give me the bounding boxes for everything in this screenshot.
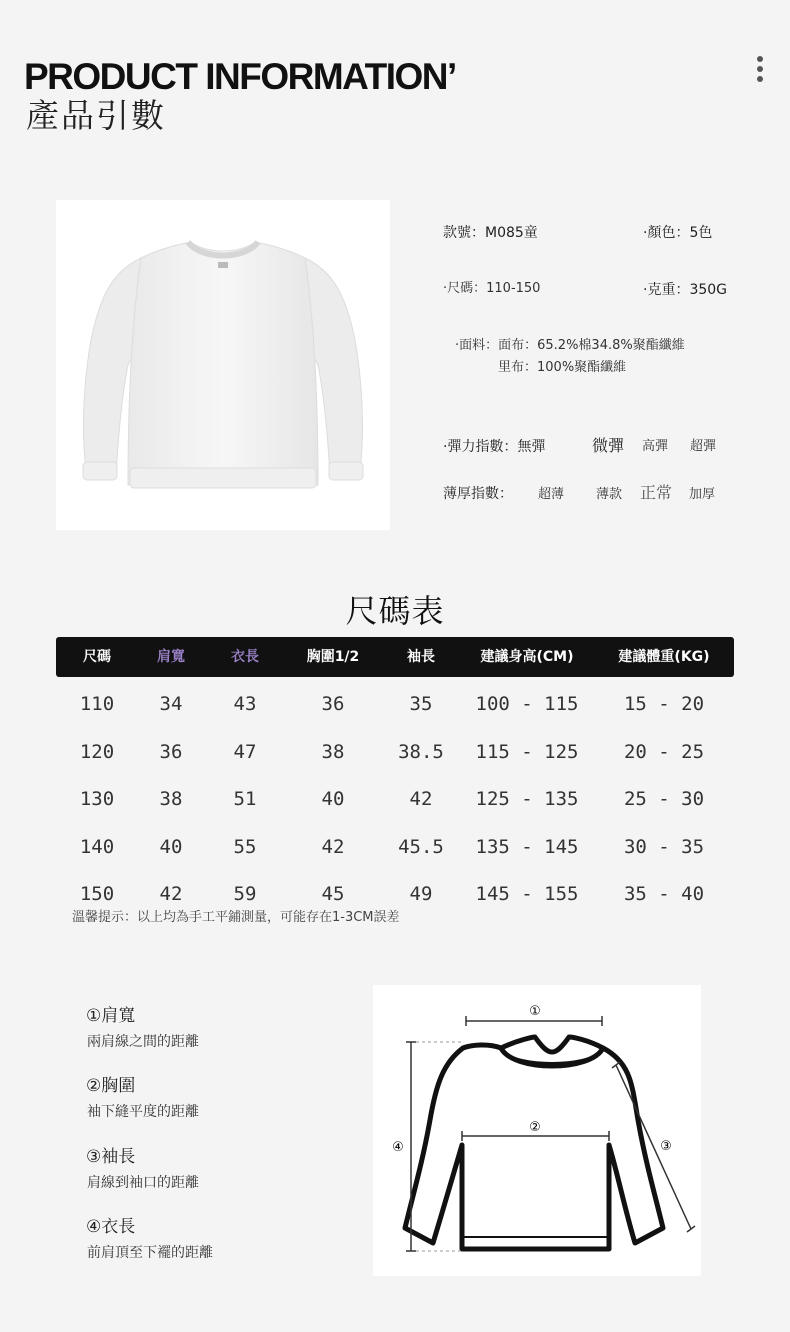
table-cell-chest: 38 <box>321 740 345 763</box>
table-cell-height: 145 - 155 <box>475 883 579 905</box>
table-cell-sleeve: 38.5 <box>398 740 444 763</box>
table-cell-height: 125 - 135 <box>475 788 579 810</box>
thickness-option-thin: 薄款 <box>596 487 623 502</box>
elasticity-option-super: 超彈 <box>690 439 717 454</box>
more-vertical-icon[interactable] <box>753 56 767 86</box>
model-number: 款號：M085童 <box>443 225 538 241</box>
table-cell-shoulder: 38 <box>159 788 183 810</box>
marker-sleeve: ③ <box>660 1139 672 1154</box>
size-chart-heading: 尺碼表 <box>345 592 445 630</box>
sweatshirt-image <box>56 200 390 530</box>
thickness-option-normal: 正常 <box>640 483 673 502</box>
table-row <box>56 777 734 825</box>
table-cell-weight: 30 - 35 <box>623 835 705 858</box>
table-cell-shoulder: 36 <box>159 740 183 763</box>
fabric-weight: ·克重：350G <box>643 282 728 298</box>
color-count: ·顏色：5色 <box>643 225 713 241</box>
legend-length-desc: 前肩頂至下襬的距離 <box>87 1245 213 1261</box>
table-cell-length: 43 <box>233 693 257 715</box>
measurement-diagram-card <box>373 985 701 1276</box>
product-image-card <box>56 200 390 530</box>
table-row <box>56 730 734 778</box>
table-cell-length: 59 <box>233 883 257 905</box>
legend-sleeve-desc: 肩線到袖口的距離 <box>87 1175 199 1191</box>
column-header-weight: 建議體重(KG) <box>618 649 710 665</box>
legend-chest-title: ②胸圍 <box>86 1076 136 1096</box>
table-cell-size: 130 <box>79 788 115 810</box>
fabric-outer: ·面料：面布：65.2%棉34.8%聚酯纖維 <box>455 338 685 353</box>
elasticity-option-high: 高彈 <box>642 439 669 454</box>
column-header-shoulder: 肩寬 <box>157 649 185 665</box>
column-header-height: 建議身高(CM) <box>480 649 574 665</box>
size-range: ·尺碼：110-150 <box>443 281 541 296</box>
table-cell-shoulder: 40 <box>159 835 183 858</box>
legend-shoulder-desc: 兩肩線之間的距離 <box>87 1034 199 1050</box>
table-cell-chest: 40 <box>321 788 345 810</box>
page-title-english: PRODUCT INFORMATION’ <box>24 56 456 97</box>
table-row <box>56 825 734 873</box>
table-cell-sleeve: 49 <box>409 883 433 905</box>
size-table-header <box>56 637 734 677</box>
table-cell-size: 140 <box>79 835 115 858</box>
fabric-lining: 里布：100%聚酯纖維 <box>498 360 627 375</box>
marker-length: ④ <box>392 1140 404 1155</box>
measurement-diagram <box>373 985 701 1276</box>
elasticity-index: ·彈力指數：無彈 <box>443 439 546 455</box>
table-cell-sleeve: 42 <box>409 788 433 810</box>
table-cell-length: 55 <box>233 835 257 858</box>
table-cell-chest: 42 <box>321 835 345 858</box>
elasticity-option-slight: 微彈 <box>592 436 625 455</box>
table-cell-weight: 25 - 30 <box>623 788 705 810</box>
table-cell-height: 135 - 145 <box>475 835 579 858</box>
table-cell-shoulder: 34 <box>159 693 183 715</box>
table-cell-size: 120 <box>79 740 115 763</box>
table-cell-shoulder: 42 <box>159 883 183 905</box>
table-row <box>56 682 734 730</box>
legend-sleeve-title: ③袖長 <box>86 1147 136 1167</box>
table-cell-size: 110 <box>79 693 115 715</box>
column-header-size: 尺碼 <box>83 649 111 665</box>
size-table <box>56 637 734 920</box>
thickness-index: 薄厚指數： <box>443 486 513 502</box>
table-cell-size: 150 <box>79 883 115 905</box>
thickness-option-ultra-thin: 超薄 <box>538 487 565 502</box>
legend-length-title: ④衣長 <box>86 1217 136 1237</box>
table-cell-height: 100 - 115 <box>475 693 579 715</box>
column-header-chest: 胸圍1/2 <box>306 649 360 665</box>
legend-shoulder-title: ①肩寬 <box>86 1006 136 1026</box>
table-cell-chest: 45 <box>321 883 345 905</box>
column-header-sleeve: 袖長 <box>407 649 435 665</box>
table-cell-chest: 36 <box>321 693 345 715</box>
table-cell-weight: 20 - 25 <box>623 740 705 763</box>
table-cell-length: 51 <box>233 788 257 810</box>
thickness-option-thick: 加厚 <box>689 487 716 502</box>
size-table-body <box>56 677 734 920</box>
table-cell-weight: 35 - 40 <box>623 883 705 905</box>
table-cell-sleeve: 35 <box>409 693 433 715</box>
table-cell-length: 47 <box>233 740 257 763</box>
page-title-chinese: 產品引數 <box>26 96 166 135</box>
marker-chest: ② <box>529 1120 541 1135</box>
legend-chest-desc: 袖下縫平度的距離 <box>87 1104 199 1120</box>
table-cell-sleeve: 45.5 <box>398 835 444 858</box>
table-cell-weight: 15 - 20 <box>623 693 705 715</box>
table-cell-height: 115 - 125 <box>475 740 579 763</box>
marker-shoulder: ① <box>529 1004 541 1019</box>
measurement-tip: 溫馨提示：以上均為手工平鋪測量，可能存在1-3CM誤差 <box>72 910 400 925</box>
column-header-length: 衣長 <box>231 649 259 665</box>
